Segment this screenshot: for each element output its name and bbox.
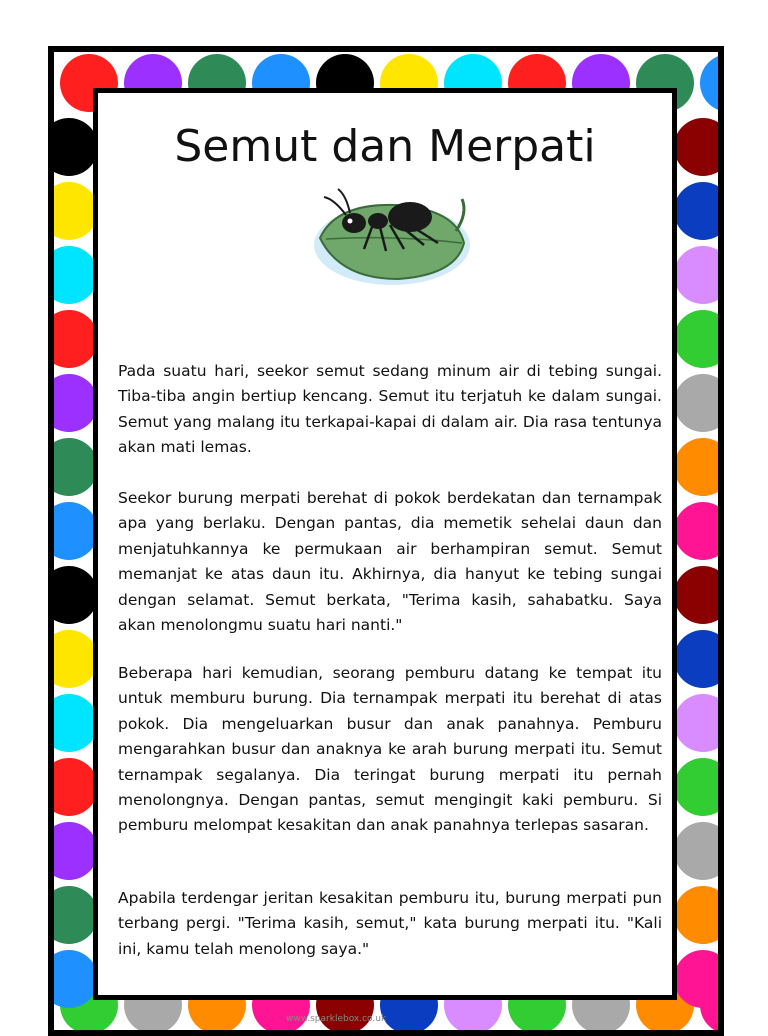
border-dot (48, 758, 98, 816)
border-dot (674, 950, 724, 1008)
border-dot (674, 246, 724, 304)
border-dot (674, 310, 724, 368)
border-dot (674, 566, 724, 624)
border-dot (48, 502, 98, 560)
paragraph-2: Seekor burung merpati berehat di pokok berdekatan dan ternampak apa yang berlaku. Dengan pantas, dia memetik sehelai daun dan menjatuhkannya ke permukaan air berhampiran semut. Semut memanjat ke atas daun itu. Akhirnya, dia hanyut ke tebing sungai dengan selamat. Semut berkata, "Terima kasih, sahabatku. Saya akan menolongmu suatu hari nanti." (118, 489, 662, 635)
story-title: Semut dan Merpati (174, 121, 596, 172)
border-dot (48, 822, 98, 880)
border-dot (48, 886, 98, 944)
border-dot (48, 182, 98, 240)
ant-on-leaf-icon (306, 183, 476, 293)
border-dot (700, 54, 724, 112)
paragraph-4: Apabila terdengar jeritan kesakitan pemburu itu, burung merpati pun terbang pergi. "Terima kasih, semut," kata burung merpati itu. "Kali ini, kamu telah menolong saya." (118, 889, 662, 958)
footer-credit: www.sparklebox.co.uk (286, 1014, 387, 1024)
border-dot (674, 822, 724, 880)
border-dot (48, 694, 98, 752)
border-dot (674, 758, 724, 816)
border-dot (48, 374, 98, 432)
border-dot (48, 566, 98, 624)
border-dot (48, 310, 98, 368)
border-dot (674, 694, 724, 752)
paragraph-3: Beberapa hari kemudian, seorang pemburu datang ke tempat itu untuk memburu burung. Dia ternampak merpati itu berehat di atas pokok. Dia mengeluarkan busur dan anak panahnya. Pemburu mengarahkan busur dan anaknya ke arah burung merpati itu. Semut ternampak segalanya. Dia teringat burung merpati itu pernah menolongnya. Dengan pantas, semut mengingit kaki pemburu. Si pemburu melompat kesakitan dan anak panahnya terlepas sasaran. (118, 664, 662, 835)
border-dot (674, 630, 724, 688)
border-dot (674, 182, 724, 240)
border-dot (48, 118, 98, 176)
border-dot (48, 630, 98, 688)
border-dot (674, 502, 724, 560)
border-dot (674, 374, 724, 432)
border-dot (674, 438, 724, 496)
border-dot (48, 246, 98, 304)
story-panel (93, 88, 677, 1000)
border-dot (674, 886, 724, 944)
border-dot (48, 438, 98, 496)
paragraph-1: Pada suatu hari, seekor semut sedang minum air di tebing sungai. Tiba-tiba angin bertiup kencang. Semut itu terjatuh ke dalam sungai. Semut yang malang itu terkapai-kapai di dalam air. Dia rasa tentunya akan mati lemas. (118, 362, 662, 457)
border-dot (674, 118, 724, 176)
